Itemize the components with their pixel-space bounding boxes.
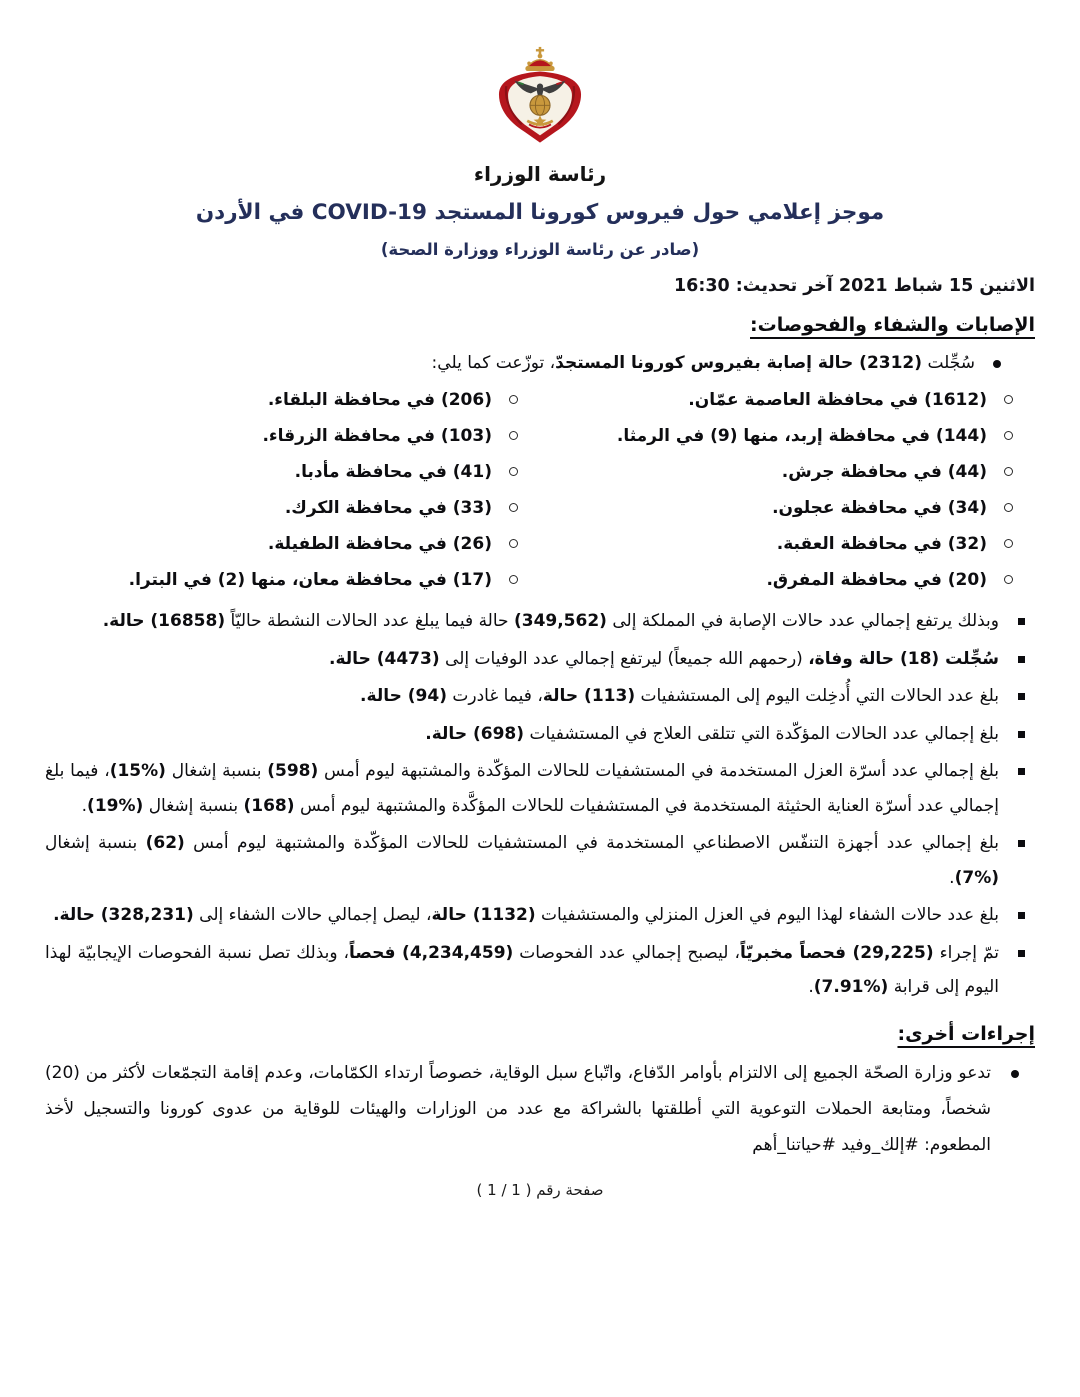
text-run: سُجِّلت (18) حالة وفاة، — [808, 648, 999, 669]
text-run: تمّ إجراء — [933, 942, 999, 963]
governorate-item: (103) في محافظة الزرقاء. — [45, 418, 526, 454]
document-title: موجز إعلامي حول فيروس كورونا المستجد COVID-19 في الأردن — [195, 200, 885, 225]
governorate-item: (33) في محافظة الكرك. — [45, 490, 526, 526]
text-run: ، ليصبح إجمالي عدد الفحوصات — [513, 942, 740, 963]
governorate-item: (144) في محافظة إربد، منها (9) في الرمثا. — [540, 418, 1021, 454]
text-run: ، فيما بلغ إجمالي عدد أسرّة العناية الحثيثة المستخدمة في المستشفيات للحالات المؤكَّدة والمشتبهة ليوم أمس — [45, 761, 999, 816]
governorates-column-right — [540, 382, 1021, 598]
text-run: (29,225) فحصاً مخبريّاً — [739, 942, 934, 963]
statistic-paragraph — [45, 898, 1035, 933]
governorate-item: (1612) في محافظة العاصمة عمّان. — [540, 382, 1021, 418]
text-run: بنسبة إشغال — [165, 761, 268, 781]
text-run: (94) حالة. — [360, 686, 447, 706]
text-run: حالة فيما يبلغ عدد الحالات النشطة حاليّاً — [225, 611, 514, 631]
text-run: (1132) حالة — [431, 905, 536, 925]
text-run: (%19) — [87, 795, 144, 816]
text-run: وبذلك يرتفع إجمالي عدد حالات الإصابة في المملكة إلى — [606, 611, 999, 631]
actions-list — [45, 1055, 1035, 1163]
statistics-list — [45, 604, 1035, 1005]
page-number: صفحة رقم ( 1 / 1 ) — [476, 1180, 604, 1199]
date-line: الاثنين 15 شباط 2021 آخر تحديث: 16:30 — [674, 276, 1035, 296]
text-run: بنسبة إشغال — [45, 833, 146, 853]
action-paragraph — [45, 1055, 1035, 1163]
statistic-paragraph — [45, 642, 1035, 677]
text-run: (رحمهم الله جميعاً) ليرتفع إجمالي عدد الوفيات إلى — [439, 648, 809, 669]
text-run: بلغ إجمالي عدد أجهزة التنفّس الاصطناعي المستخدمة في المستشفيات للحالات المؤكّدة والمشتبهة ليوم أمس — [184, 833, 1000, 853]
text-run: تدعو وزارة الصحّة الجميع إلى الالتزام بأوامر الدّفاع، واتّباع سبل الوقاية، خصوصاً ارتداء الكمّامات، وعدم إقامة التجمّعات لأكثر من (20) شخصاً، ومتابعة الحملات التوعوية التي أطلقتها بالشراكة مع عدد من الوزارات والهيئات للوقاية من عدوى كورونا والتسجيل لأخذ المطعوم: #إلك_وفيد #حياتنا_أهم — [45, 1062, 991, 1155]
governorate-item: (26) في محافظة الطفيلة. — [45, 526, 526, 562]
governorate-item: (41) في محافظة مأدبا. — [45, 454, 526, 490]
statistic-paragraph — [45, 679, 1035, 714]
statistic-paragraph — [45, 826, 1035, 895]
text-run: ، توزّعت كما يلي: — [431, 353, 556, 373]
text-run: بلغ إجمالي عدد الحالات المؤكّدة التي تتلقى العلاج في المستشفيات — [524, 723, 999, 744]
governorates-column-left — [45, 382, 526, 598]
statistic-paragraph — [45, 754, 1035, 823]
section-heading-cases: الإصابات والشفاء والفحوصات: — [750, 314, 1035, 336]
text-run: ، وبذلك تصل نسبة الفحوصات الإيجابيّة لهذا اليوم إلى قرابة — [45, 942, 999, 997]
text-run: (62) — [145, 833, 185, 853]
governorate-item: (20) في محافظة المفرق. — [540, 562, 1021, 598]
text-run: . — [81, 795, 88, 816]
text-run: (349,562) — [513, 611, 607, 631]
cases-intro-item — [45, 346, 1035, 380]
text-run: بلغ عدد الحالات التي أُدخِلت اليوم إلى المستشفيات — [635, 686, 999, 706]
text-run: بلغ إجمالي عدد أسرّة العزل المستخدمة في المستشفيات للحالات المؤكّدة والمشتبهة ليوم أمس — [318, 761, 999, 781]
cases-intro-list — [45, 346, 1035, 380]
text-run: (113) حالة — [542, 686, 636, 706]
text-run: سُجِّلت — [922, 353, 975, 373]
text-run: بنسبة إشغال — [143, 795, 244, 816]
text-run: (%15) — [109, 761, 166, 781]
header — [45, 46, 1035, 186]
statistic-paragraph — [45, 717, 1035, 752]
text-run: (16858) حالة. — [102, 611, 226, 631]
text-run: (698) حالة. — [425, 723, 525, 744]
text-run: . — [949, 867, 955, 888]
text-run: (2312) حالة إصابة بفيروس كورونا المستجدّ — [555, 353, 923, 373]
governorate-item: (17) في محافظة معان، منها (2) في البترا. — [45, 562, 526, 598]
text-run: بلغ عدد حالات الشفاء لهذا اليوم في العزل المنزلي والمستشفيات — [535, 905, 999, 925]
text-run: ، فيما غادرت — [446, 686, 543, 706]
logo-caption: رئاسة الوزراء — [473, 162, 607, 186]
text-run: ، ليصل إجمالي حالات الشفاء إلى — [193, 905, 432, 925]
jordan-coat-of-arms-icon — [476, 46, 604, 160]
statistic-paragraph — [45, 604, 1035, 639]
text-run: (%7.91) — [813, 977, 889, 997]
text-run: (4473) حالة. — [329, 648, 440, 669]
governorates-columns — [45, 382, 1021, 598]
statistic-paragraph — [45, 936, 1035, 1005]
text-run: (168) — [243, 795, 295, 816]
document-subtitle: (صادر عن رئاسة الوزراء ووزارة الصحة) — [380, 240, 700, 259]
governorate-item: (206) في محافظة البلقاء. — [45, 382, 526, 418]
text-run: (328,231) حالة. — [53, 905, 194, 925]
governorate-item: (34) في محافظة عجلون. — [540, 490, 1021, 526]
text-run: (598) — [267, 761, 319, 781]
section-heading-actions: إجراءات أخرى: — [897, 1022, 1035, 1045]
governorate-item: (44) في محافظة جرش. — [540, 454, 1021, 490]
text-run: . — [808, 977, 814, 997]
text-run: (4,234,459) فحصاً — [349, 942, 514, 963]
governorate-item: (32) في محافظة العقبة. — [540, 526, 1021, 562]
text-run: (%7) — [954, 867, 999, 888]
